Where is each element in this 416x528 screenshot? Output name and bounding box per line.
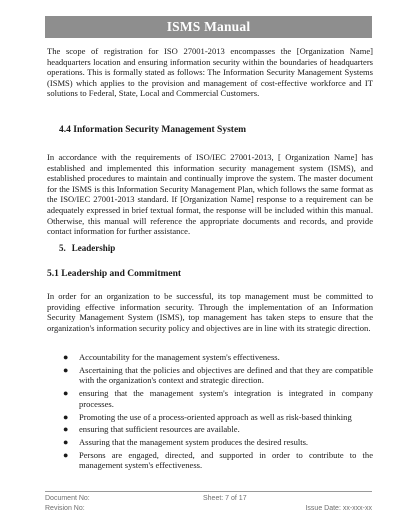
page-footer (45, 494, 372, 514)
list-item: ● Ascertaining that the policies and objectives are defined and that they are compatible with the organization's context and strategic direction. (63, 364, 373, 386)
section-4-4-paragraph: In accordance with the requirements of ISO/IEC 27001-2013, [ Organization Name] has established and implemented this information security management system (ISMS), and established procedures to maintain and continually improve the system. The master document for the ISMS is this Information Security Management Plan, which follows the same format as the ISO/IEC 27001-2013 standard. If [Organization Name] response to a requirement can be adequately expressed in brief textual format, the response will be included within this manual. Otherwise, this manual will reference the appropriate documents and records, and provide contact information for further assistance. (47, 152, 373, 237)
issue-date: Issue Date: xx-xxx-xx (305, 505, 372, 512)
bullet-icon: ● (63, 424, 69, 435)
revision-number: Revision No: (45, 505, 85, 512)
document-number: Document No: (45, 495, 90, 502)
section-5-1-heading: 5.1 Leadership and Commitment (47, 269, 182, 279)
footer-row-2 (45, 504, 372, 514)
list-item: ● Persons are engaged, directed, and supported in order to contribute to the management system's effectiveness. (63, 449, 373, 471)
document-body (47, 46, 373, 471)
list-item: ● Promoting the use of a process-oriented approach as well as risk-based thinking (63, 411, 352, 422)
bullet-icon: ● (63, 388, 69, 399)
commitment-bullet-list (47, 352, 373, 473)
bullet-icon: ● (63, 352, 69, 362)
bullet-icon: ● (63, 411, 69, 422)
list-item: ● Accountability for the management system's effectiveness. (63, 352, 280, 362)
bullet-icon: ● (63, 437, 69, 448)
list-item: ● ensuring that the management system's integration is integrated in company processes. (63, 388, 373, 409)
intro-paragraph: The scope of registration for ISO 27001-2013 encompasses the [Organization Name] headquarters location and ensuring information security within the boundaries of headquarters operations. This is formally stated as follows: The Information Security Management Systems (ISMS) which applies to the provision and management of cost-effective workforce and IT solutions to Federal, State, Local and Commercial Customers. (47, 46, 373, 99)
section-5-title: Leadership (71, 243, 116, 253)
section-5-number: 5. (59, 243, 66, 253)
section-5-heading (59, 243, 115, 254)
page-title-banner (45, 16, 372, 38)
bullet-icon: ● (63, 364, 69, 375)
footer-row-1 (45, 494, 372, 504)
section-4-4-heading: 4.4 Information Security Management System (59, 125, 247, 135)
list-item: ● Assuring that the management system produces the desired results. (63, 437, 309, 448)
section-5-1-paragraph: In order for an organization to be successful, its top management must be committed to providing effective information security. Through the implementation of an Information Security Management System (ISMS), top management has taken steps to ensure that the organization's information security policy and objectives are in line with its strategic direction. (47, 291, 373, 333)
bullet-icon: ● (63, 449, 69, 460)
list-item: ● ensuring that sufficient resources are available. (63, 424, 240, 435)
page-title: ISMS Manual (166, 19, 251, 34)
sheet-number: Sheet: 7 of 17 (203, 495, 247, 502)
footer-divider (45, 491, 372, 492)
